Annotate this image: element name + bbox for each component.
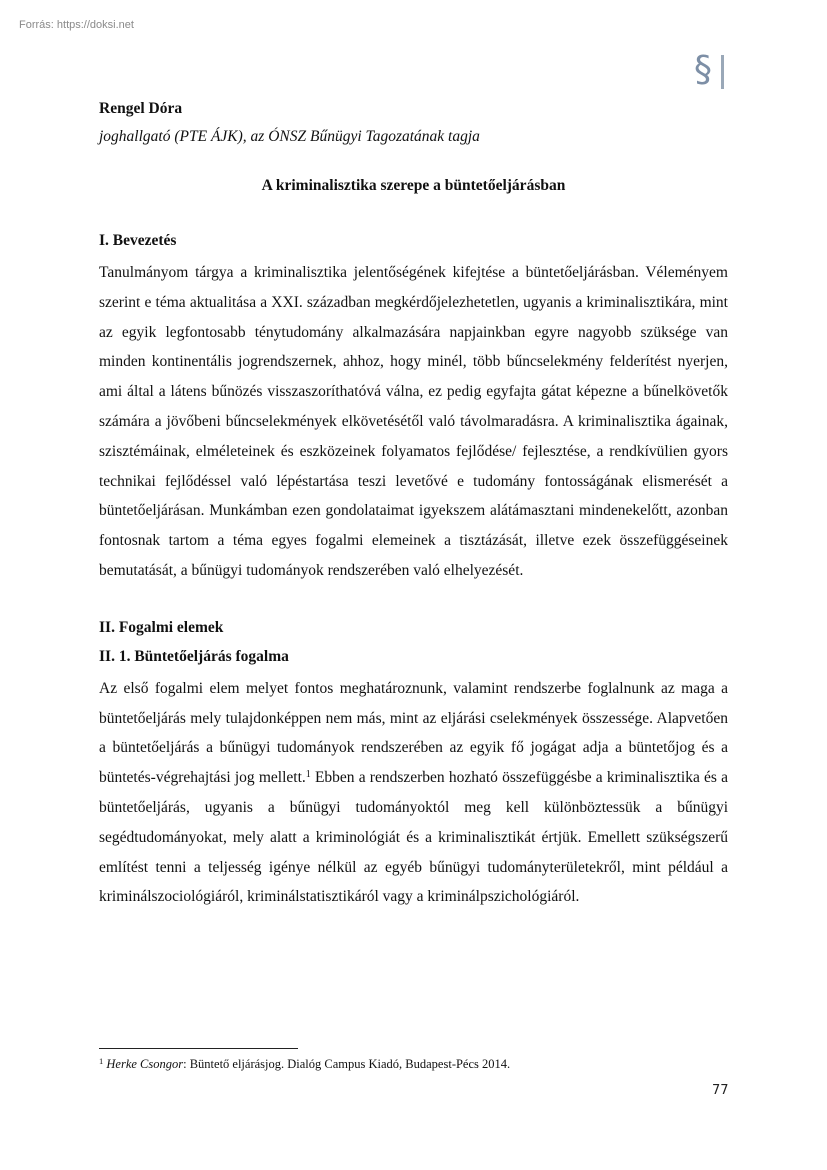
footnote-divider [99,1048,298,1049]
section-logo [694,50,734,92]
footnote-reference[interactable]: 1 [305,769,311,781]
footnote [99,1056,728,1072]
paper-title: A kriminalisztika szerepe a büntetőeljárásban [261,177,566,194]
footnote-number: 1 [99,1056,104,1066]
page-number: 77 [712,1083,729,1098]
section-heading-concepts: II. Fogalmi elemek [99,618,224,636]
footnote-text: : Büntető eljárásjog. Dialóg Campus Kiadó, Budapest-Pécs 2014. [183,1057,511,1071]
concepts-paragraph [99,674,728,912]
author-name: Rengel Dóra [99,100,183,117]
concepts-text-before: Az első fogalmi elem melyet fontos meghatároznunk, valamint rendszerbe foglalnunk az maga a büntetőeljárás mely tulajdonképpen nem más, mint az eljárási cselekmények összessége. Alapvetően a büntetőeljárás a bűnügyi tudományok rendszerében az egyik fő jogágat adja a büntetőjog és a büntetés-végrehajtási jog mellett. [99,679,728,787]
author-affiliation: joghallgató (PTE ÁJK), az ÓNSZ Bűnügyi Tagozatának tagja [99,128,480,145]
footnote-author: Herke Csongor [106,1057,184,1071]
subsection-heading-criminal-procedure: II. 1. Büntetőeljárás fogalma [99,647,289,665]
paragraph-sign-icon: § [694,49,712,90]
logo-bar [721,55,724,89]
concepts-text-after: Ebben a rendszerben hozható összefüggésbe a kriminalisztika és a büntetőeljárás, ugyanis a bűnügyi tudományoktól meg kell különböztessük a bűnügyi segédtudományokat, mely alatt a kriminológiát és a kriminalisztikát értjük. Emellett szükségszerű említést tenni a teljesség igénye nélkül az egyéb bűnügyi tudományterületekről, mint például a kriminálszociológiáról, kriminálstatisztikáról vagy a kriminálpszichológiáról. [99,769,728,906]
intro-paragraph: Tanulmányom tárgya a kriminalisztika jelentőségének kifejtése a büntetőeljárásban. Véleményem szerint e téma aktualitása a XXI. században megkérdőjelezhetetlen, ugyanis a kriminalisztikára, mint az egyik legfontosabb ténytudomány alkalmazására napjainkban egyre nagyobb szüksége van minden kontinentális jogrendszernek, ahhoz, hogy minél, több bűncselekmény felderítést nyerjen, ami által a látens bűnözés visszaszoríthatóvá válna, ez pedig egyfajta gátat képezne a bűnelkövetők számára a jövőbeni bűncselekmények elkövetésétől való távolmaradásra. A kriminalisztika ágainak, szisztémáinak, elméleteinek és eszközeinek folyamatos fejlődése/ fejlesztése, a rendkívülien gyors technikai fejlődéssel való lépéstartása teszi levetővé e tudomány fontosságának elismerését a büntetőeljárásan. Munkámban ezen gondolataimat igyekszem alátámasztani mindenekelőtt, azonban fontosnak tartom a téma egyes fogalmi elemeinek a tisztázását, illetve ezek összefüggéseinek bemutatását, a bűnügyi tudományok rendszerében való elhelyezését. [99,264,728,579]
source-watermark: Forrás: https://doksi.net [19,19,134,31]
section-heading-intro: I. Bevezetés [99,232,177,249]
document-body [99,97,728,912]
